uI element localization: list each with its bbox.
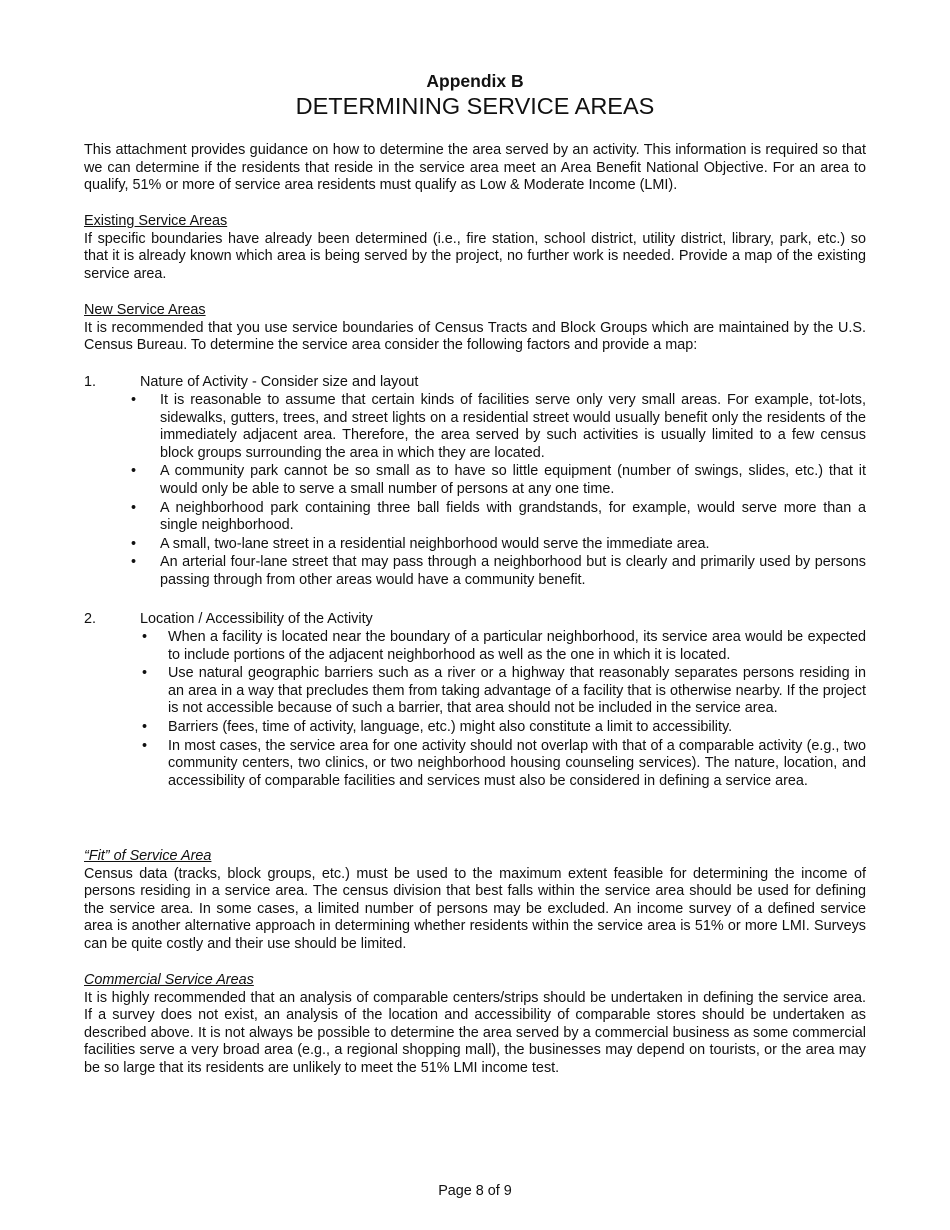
new-service-areas-section <box>84 302 866 355</box>
commercial-heading: Commercial Service Areas <box>84 972 254 988</box>
bullet: • <box>142 665 148 682</box>
appendix-subtitle: Appendix B <box>426 71 524 91</box>
factor-2-title: Location / Accessibility of the Activity <box>140 611 373 627</box>
list-item-text: In most cases, the service area for one activity should not overlap with that of a comparable activity (e.g., two community centers, two clinics, or two neighborhood housing counseling services). The nature, location, and accessibility of comparable facilities and services must also be considered in defining a service area. <box>168 737 866 789</box>
bullet: • <box>131 535 137 552</box>
new-service-areas-paragraph: It is recommended that you use service boundaries of Census Tracts and Block Groups which are maintained by the U.S. Census Bureau. To determine the service area consider the following factors and provide a map: <box>84 319 866 354</box>
list-item <box>84 665 866 718</box>
fit-heading: “Fit” of Service Area <box>84 848 212 864</box>
new-service-areas-heading: New Service Areas <box>84 302 206 318</box>
intro-section <box>84 142 866 195</box>
bullet: • <box>131 554 137 571</box>
bullet: • <box>142 718 148 735</box>
existing-service-areas-paragraph: If specific boundaries have already been determined (i.e., fire station, school district, utility district, library, park, etc.) so that it is already known which area is being served by the project, no further work is needed. Provide a map of the existing service area. <box>84 230 866 282</box>
page-title: DETERMINING SERVICE AREAS <box>295 93 655 119</box>
list-item <box>84 463 866 498</box>
list-item-text: Barriers (fees, time of activity, language, etc.) might also constitute a limit to accessibility. <box>168 718 733 735</box>
list-item <box>84 629 866 664</box>
list-item <box>84 500 866 535</box>
factor-1-list <box>84 392 866 590</box>
list-item-text: A neighborhood park containing three ball fields with grandstands, for example, would serve more than a single neighborhood. <box>160 499 866 534</box>
list-item <box>84 392 866 462</box>
list-item-text: A community park cannot be so small as to have so little equipment (number of swings, slides, etc.) that it would only be able to serve a small number of persons at any one time. <box>160 463 866 497</box>
existing-service-areas-heading: Existing Service Areas <box>84 213 228 229</box>
factor-1-section <box>84 374 866 591</box>
bullet: • <box>131 392 137 408</box>
list-item <box>84 738 866 791</box>
existing-service-areas-section <box>84 213 866 283</box>
factor-2-section <box>84 611 866 791</box>
list-item-text: An arterial four-lane street that may pass through a neighborhood but is clearly and primarily used by persons passing through from other areas would have a community benefit. <box>160 554 866 588</box>
intro-paragraph: This attachment provides guidance on how to determine the area served by an activity. This information is required so that we can determine if the residents that reside in the service area meet an Area Benefit National Objective. For an area to qualify, 51% or more of service area residents must qualify as Low & Moderate Income (LMI). <box>84 142 866 194</box>
factor-1-number: 1. <box>84 374 97 390</box>
factor-2-number: 2. <box>84 611 97 627</box>
fit-section <box>84 848 866 954</box>
commercial-paragraph: It is highly recommended that an analysis of comparable centers/strips should be undertaken in defining the service area. If a survey does not exist, an analysis of the location and accessibility of comparable stores should be undertaken as described above. It is not always be possible to determine the area served by a commercial business as some commercial facilities serve a very broad area (e.g., a regional shopping mall), the businesses may depend on tourists, or the area may be so large that its residents are unlikely to meet the 51% LMI income test. <box>84 989 866 1076</box>
list-item-text: A small, two-lane street in a residential neighborhood would serve the immediate area. <box>160 535 710 552</box>
list-item <box>84 536 866 554</box>
list-item-text: When a facility is located near the boundary of a particular neighborhood, its service area would be expected to include portions of the adjacent neighborhood as well as the one in which it is located. <box>168 629 866 663</box>
page-number: Page 8 of 9 <box>438 1183 512 1199</box>
bullet: • <box>131 463 137 480</box>
list-item-text: It is reasonable to assume that certain kinds of facilities serve only very small areas. For example, tot-lots, sidewalks, gutters, trees, and street lights on a residential street would usually benefit only the residents of the immediately adjacent area. Therefore, the area served by such activities is usually limited to a few census block groups surrounding the area in which they are located. <box>160 392 866 461</box>
list-item <box>84 554 866 589</box>
factor-2-list <box>84 629 866 790</box>
list-item-text: Use natural geographic barriers such as a river or a highway that reasonably separates persons residing in an area in a way that precludes them from taking advantage of a facility that is otherwise nearby. If the project is not accessible because of such a barrier, that area should not be included in the service area. <box>168 665 866 717</box>
bullet: • <box>131 499 137 516</box>
bullet: • <box>142 737 148 754</box>
factor-1-title: Nature of Activity - Consider size and layout <box>140 374 419 390</box>
bullet: • <box>142 629 148 645</box>
fit-paragraph: Census data (tracks, block groups, etc.) must be used to the maximum extent feasible for determining the income of persons residing in a service area. The census division that best falls within the service area should be used for defining the service area. In some cases, a limited number of persons may be excluded. An income survey of a defined service area is another alternative approach in determining whether residents within the service area is 51% or more LMI. Surveys can be quite costly and their use should be limited. <box>84 865 866 952</box>
list-item <box>84 719 866 737</box>
commercial-section <box>84 972 866 1078</box>
